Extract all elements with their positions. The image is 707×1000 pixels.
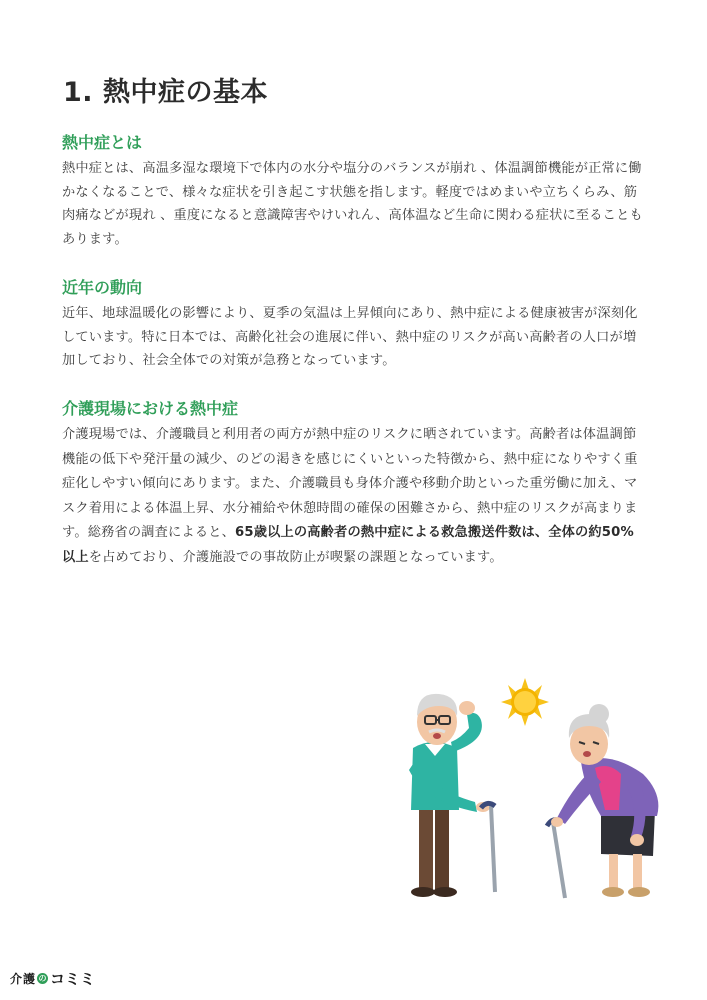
section-body: 熱中症とは、高温多湿な環境下で体内の水分や塩分のバランスが崩れ 、体温調節機能が正常に働かなくなることで、様々な症状を引き起こす状態を指します。軽度ではめまいや立ちくらみ、筋肉痛などが現れ 、重度になると意識障害やけいれん、高体温など生命に関わる症状に至ることもあります。	[62, 161, 643, 247]
logo-text: 介	[10, 972, 23, 986]
logo-no-badge: の	[38, 974, 47, 983]
section-heading: 近年の動向	[62, 278, 143, 297]
elderly-heatstroke-illustration	[395, 670, 685, 910]
elderly-woman-figure	[547, 704, 658, 898]
section-body: 近年、地球温暖化の影響により、夏季の気温は上昇傾向にあり、熱中症による健康被害が深刻化しています。特に日本では、高齢化社会の進展に伴い、熱中症のリスクが高い高齢者の人口が増加しており、社会全体での対策が急務となっています。	[62, 306, 638, 368]
body-bold-statistic: 65歳以上の高齢者の熱中症による救急搬送件数は、全体の約50%以上	[62, 525, 634, 565]
section-heatstroke-definition	[62, 130, 647, 251]
logo-text: 護	[23, 972, 36, 986]
logo-text: コミミ	[50, 970, 96, 988]
elderly-man-figure	[409, 694, 495, 897]
section-care-settings	[62, 396, 647, 570]
section-recent-trends	[62, 275, 647, 373]
page-title: 1. 熱中症の基本	[63, 77, 268, 108]
body-text: を占めており、介護施設での事故防止が喫緊の課題となっています。	[88, 549, 503, 565]
section-heading: 介護現場における熱中症	[62, 399, 239, 418]
section-body	[62, 423, 647, 570]
site-logo[interactable]	[10, 968, 95, 989]
section-heading: 熱中症とは	[62, 133, 143, 152]
sun-icon	[501, 678, 549, 726]
body-text: 介護現場では、介護職員と利用者の両方が熱中症のリスクに晒されています。高齢者は体温調節機能の低下や発汗量の減少、のどの渇きを感じにくいといった特徴から、熱中症になりやすく重症化しやすい傾向にあります。また、介護職員も身体介護や移動介助といった重労働に加え、マスク着用による体温上昇、水分補給や休憩時間の確保の困難さから、熱中症のリスクが高まります。総務省の調査によると、	[62, 427, 638, 540]
